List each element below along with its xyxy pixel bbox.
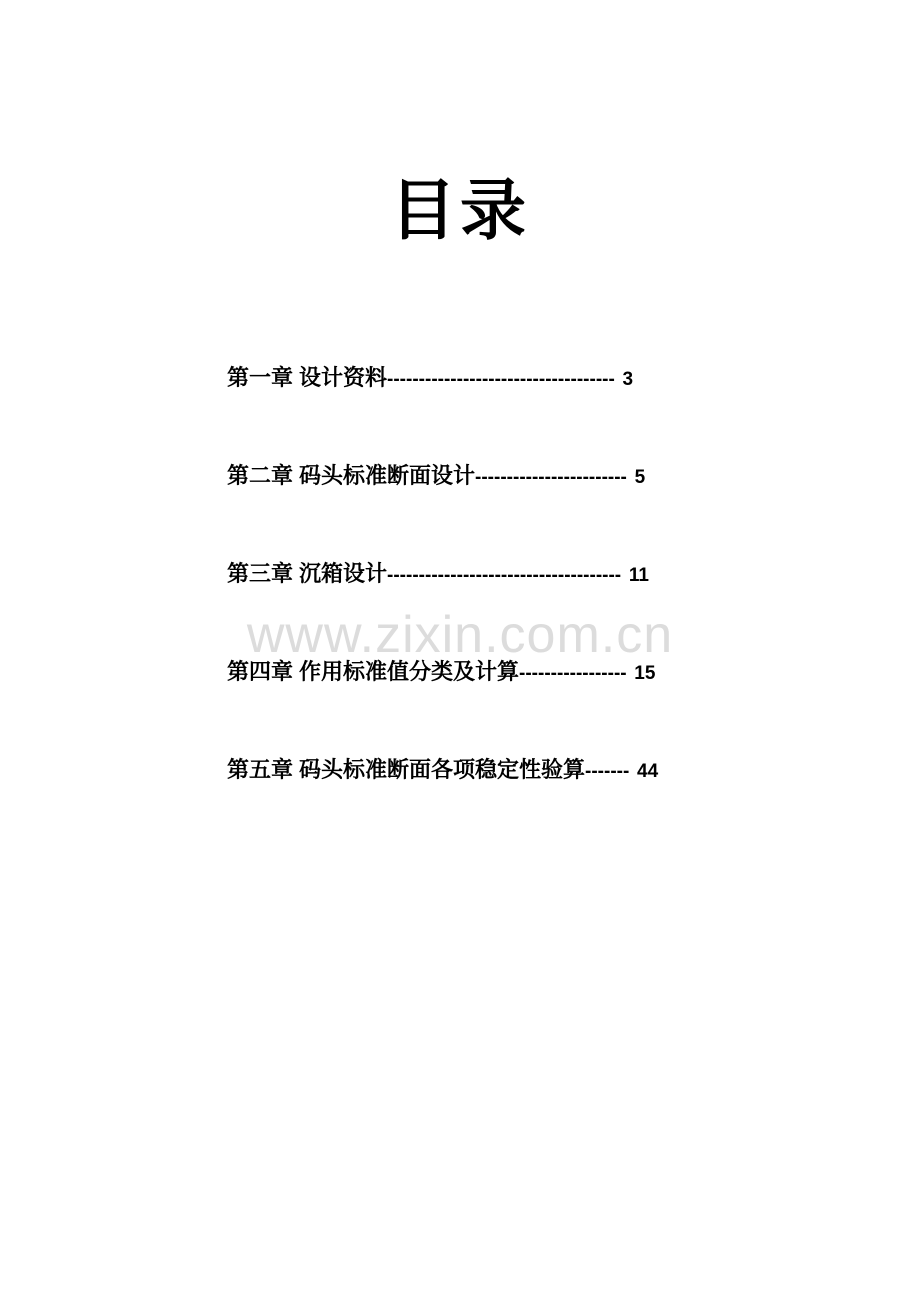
toc-chapter-title: 码头标准断面设计: [299, 464, 476, 489]
toc-page-number: 5: [634, 467, 646, 488]
toc-chapter-number: 第二章: [227, 464, 294, 489]
toc-chapter-number: 第一章: [227, 366, 294, 391]
page-title: 目录: [390, 171, 530, 249]
watermark: www.zixin.com.cn: [246, 606, 674, 664]
toc-leader: ------------------------------------: [387, 369, 615, 390]
toc-page-number: 15: [634, 663, 656, 684]
toc-chapter-number: 第四章: [227, 660, 294, 685]
toc-chapter-number: 第三章: [227, 562, 294, 587]
toc-leader: -------: [585, 761, 630, 782]
toc-leader: ------------------------: [475, 467, 627, 488]
toc-entry-chapter-3[interactable]: [227, 556, 747, 654]
toc-chapter-title: 作用标准值分类及计算: [299, 660, 520, 685]
toc-chapter-title: 码头标准断面各项稳定性验算: [299, 758, 586, 783]
toc-chapter-number: 第五章: [227, 758, 294, 783]
toc-chapter-title: 设计资料: [299, 366, 388, 391]
toc-page-number: 44: [637, 761, 659, 782]
toc-chapter-title: 沉箱设计: [299, 562, 388, 587]
toc-entry-chapter-4[interactable]: [227, 654, 747, 752]
toc-entry-chapter-5[interactable]: [227, 752, 747, 850]
toc-page-number: 3: [622, 369, 634, 390]
toc-leader: -----------------: [519, 663, 627, 684]
toc-entry-chapter-2[interactable]: [227, 458, 747, 556]
toc-page-number: 11: [628, 565, 649, 586]
table-of-contents: [227, 360, 747, 850]
toc-entry-chapter-1[interactable]: [227, 360, 747, 458]
toc-leader: -------------------------------------: [387, 565, 622, 586]
